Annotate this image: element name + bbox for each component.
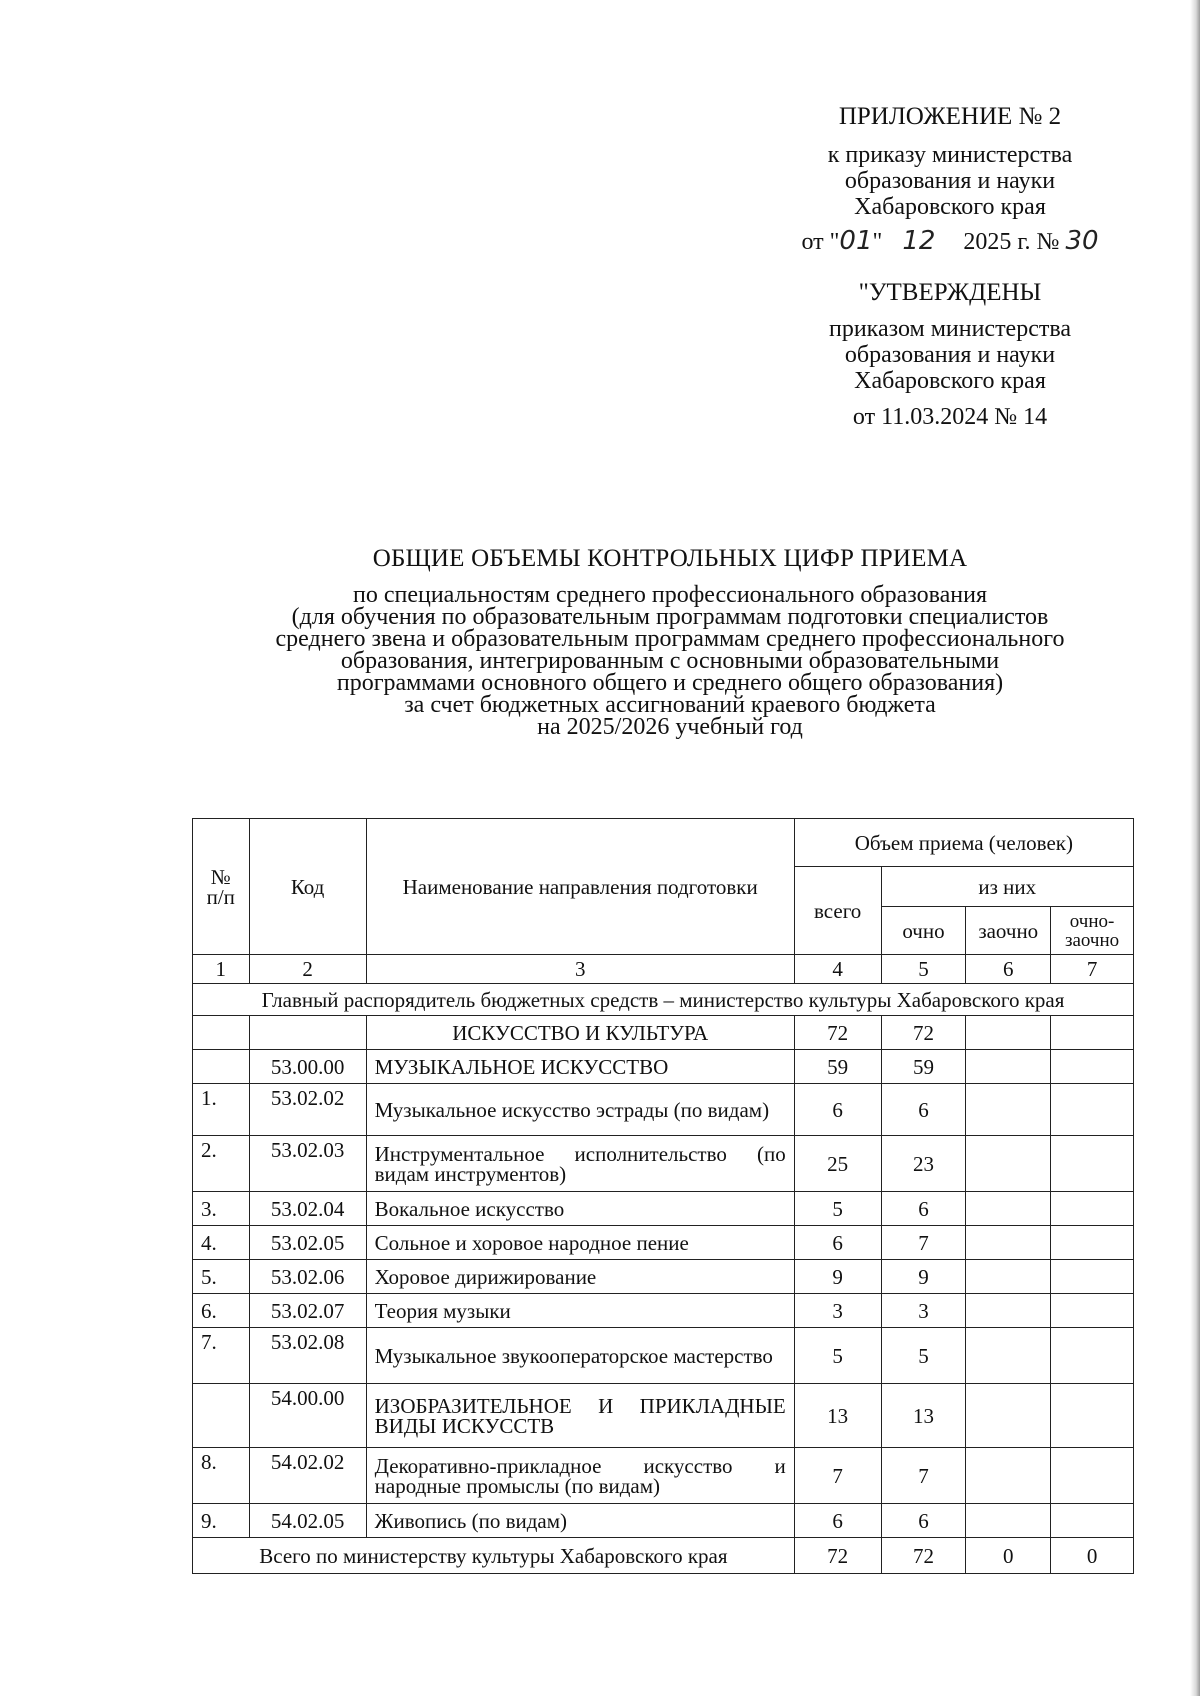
document-heading — [180, 545, 1160, 740]
table-row — [193, 1294, 1134, 1328]
row-total: 7 — [794, 1448, 881, 1504]
row-correspondence — [966, 1384, 1051, 1448]
row-total: 13 — [794, 1384, 881, 1448]
row-full-time: 6 — [881, 1084, 966, 1136]
row-correspondence — [966, 1226, 1051, 1260]
subtitle-line: по специальностям среднего профессионального образования — [352, 582, 987, 608]
row-full-time: 6 — [881, 1192, 966, 1226]
column-number: 6 — [966, 955, 1051, 984]
row-part-time — [1051, 1504, 1134, 1538]
row-code: 53.02.03 — [249, 1136, 366, 1192]
approved-line: образования и науки — [844, 342, 1056, 368]
total-correspondence: 0 — [966, 1538, 1051, 1574]
table-row — [193, 1328, 1134, 1384]
row-part-time — [1051, 1136, 1134, 1192]
table-row — [193, 1260, 1134, 1294]
row-part-time — [1051, 1294, 1134, 1328]
row-code — [249, 1016, 366, 1050]
header-code: Код — [249, 819, 366, 955]
row-number — [193, 1384, 250, 1448]
total-part-time: 0 — [1051, 1538, 1134, 1574]
row-correspondence — [966, 1192, 1051, 1226]
row-name: ИСКУССТВО И КУЛЬТУРА — [366, 1016, 794, 1050]
row-name: Теория музыки — [366, 1294, 794, 1328]
total-label: Всего по министерству культуры Хабаровского края — [193, 1538, 795, 1574]
row-total: 25 — [794, 1136, 881, 1192]
budget-manager-label: Главный распорядитель бюджетных средств – министерство культуры Хабаровского края — [193, 984, 1134, 1016]
table-row — [193, 1192, 1134, 1226]
handwritten-order-number: 30 — [1065, 226, 1099, 256]
row-total: 72 — [794, 1016, 881, 1050]
row-full-time: 7 — [881, 1448, 966, 1504]
subtitle-line: на 2025/2026 учебный год — [537, 714, 803, 740]
date-quote: " — [872, 229, 883, 255]
appendix-title: ПРИЛОЖЕНИЕ № 2 — [838, 103, 1062, 130]
row-part-time — [1051, 1226, 1134, 1260]
header-row — [193, 819, 1134, 867]
order-date-line — [780, 228, 1120, 258]
row-full-time: 23 — [881, 1136, 966, 1192]
row-number: 9. — [193, 1504, 250, 1538]
row-correspondence — [966, 1136, 1051, 1192]
table-row — [193, 1136, 1134, 1192]
row-correspondence — [966, 1448, 1051, 1504]
appendix-line: Хабаровского края — [854, 194, 1046, 220]
row-full-time: 7 — [881, 1226, 966, 1260]
column-number-row — [193, 955, 1134, 984]
date-year: 2025 г. № — [963, 229, 1060, 255]
appendix-block — [780, 104, 1120, 430]
row-number: 6. — [193, 1294, 250, 1328]
header-volume: Объем приема (человек) — [794, 819, 1133, 867]
row-total: 3 — [794, 1294, 881, 1328]
header-part-time: очно-заочно — [1051, 907, 1134, 955]
row-number: 1. — [193, 1084, 250, 1136]
row-name: Вокальное искусство — [366, 1192, 794, 1226]
row-part-time — [1051, 1384, 1134, 1448]
row-total: 59 — [794, 1050, 881, 1084]
row-full-time: 3 — [881, 1294, 966, 1328]
row-code: 53.02.07 — [249, 1294, 366, 1328]
row-full-time: 13 — [881, 1384, 966, 1448]
row-full-time: 5 — [881, 1328, 966, 1384]
row-correspondence — [966, 1016, 1051, 1050]
table-row — [193, 1084, 1134, 1136]
header-correspondence: заочно — [966, 907, 1051, 955]
table-row — [193, 1016, 1134, 1050]
total-full-time: 72 — [881, 1538, 966, 1574]
subtitle-line: за счет бюджетных ассигнований краевого бюджета — [404, 692, 936, 718]
scan-page-edge — [1190, 0, 1200, 1696]
row-part-time — [1051, 1016, 1134, 1050]
row-total: 5 — [794, 1328, 881, 1384]
row-part-time — [1051, 1050, 1134, 1084]
row-code: 54.02.05 — [249, 1504, 366, 1538]
row-total: 6 — [794, 1504, 881, 1538]
row-part-time — [1051, 1192, 1134, 1226]
row-number: 5. — [193, 1260, 250, 1294]
row-name: Живопись (по видам) — [366, 1504, 794, 1538]
row-code: 53.02.08 — [249, 1328, 366, 1384]
header-of-them: из них — [881, 867, 1133, 907]
row-code: 54.00.00 — [249, 1384, 366, 1448]
row-number — [193, 1050, 250, 1084]
row-number — [193, 1016, 250, 1050]
header-name: Наименование направления подготовки — [366, 819, 794, 955]
row-correspondence — [966, 1084, 1051, 1136]
row-part-time — [1051, 1084, 1134, 1136]
approved-date-line: от 11.03.2024 № 14 — [852, 404, 1048, 430]
column-number: 5 — [881, 955, 966, 984]
header-full-time: очно — [881, 907, 966, 955]
column-number: 7 — [1051, 955, 1134, 984]
subtitle-line: программами основного общего и среднего общего образования) — [336, 670, 1004, 696]
admission-quota-table — [192, 818, 1134, 1574]
appendix-line: образования и науки — [844, 168, 1056, 194]
row-full-time: 59 — [881, 1050, 966, 1084]
row-code: 53.00.00 — [249, 1050, 366, 1084]
table-row — [193, 1448, 1134, 1504]
total-row — [193, 1538, 1134, 1574]
table-row — [193, 1226, 1134, 1260]
row-name: ИЗОБРАЗИТЕЛЬНОЕ И ПРИКЛАДНЫЕ ВИДЫ ИСКУССТВ — [366, 1384, 794, 1448]
row-code: 53.02.04 — [249, 1192, 366, 1226]
row-number: 7. — [193, 1328, 250, 1384]
row-correspondence — [966, 1050, 1051, 1084]
column-number: 1 — [193, 955, 250, 984]
row-name: Инструментальное исполнительство (по видам инструментов) — [366, 1136, 794, 1192]
document-title: ОБЩИЕ ОБЪЕМЫ КОНТРОЛЬНЫХ ЦИФР ПРИЕМА — [372, 545, 968, 572]
row-code: 54.02.02 — [249, 1448, 366, 1504]
row-total: 6 — [794, 1226, 881, 1260]
header-total: всего — [794, 867, 881, 955]
approved-line: Хабаровского края — [854, 368, 1046, 394]
row-name: Музыкальное искусство эстрады (по видам) — [366, 1084, 794, 1136]
table-row — [193, 1050, 1134, 1084]
row-code: 53.02.05 — [249, 1226, 366, 1260]
row-number: 2. — [193, 1136, 250, 1192]
row-number: 4. — [193, 1226, 250, 1260]
row-correspondence — [966, 1328, 1051, 1384]
column-number: 4 — [794, 955, 881, 984]
row-name: Хоровое дирижирование — [366, 1260, 794, 1294]
date-prefix: от " — [801, 229, 840, 255]
table-row — [193, 1504, 1134, 1538]
row-correspondence — [966, 1504, 1051, 1538]
subtitle-line: образования, интегрированным с основными образовательными — [340, 648, 1000, 674]
row-part-time — [1051, 1260, 1134, 1294]
approved-line: приказом министерства — [828, 316, 1072, 342]
row-code: 53.02.02 — [249, 1084, 366, 1136]
row-full-time: 72 — [881, 1016, 966, 1050]
total-all: 72 — [794, 1538, 881, 1574]
row-name: Сольное и хоровое народное пение — [366, 1226, 794, 1260]
row-name: МУЗЫКАЛЬНОЕ ИСКУССТВО — [366, 1050, 794, 1084]
row-number: 8. — [193, 1448, 250, 1504]
column-number: 2 — [249, 955, 366, 984]
header-number: № п/п — [193, 819, 250, 955]
subtitle-line: (для обучения по образовательным программам подготовки специалистов — [291, 604, 1049, 630]
manager-row — [193, 984, 1134, 1016]
row-total: 5 — [794, 1192, 881, 1226]
handwritten-month: 12 — [902, 226, 936, 256]
row-full-time: 6 — [881, 1504, 966, 1538]
row-number: 3. — [193, 1192, 250, 1226]
subtitle-line: среднего звена и образовательным программам среднего профессионального — [275, 626, 1065, 652]
row-correspondence — [966, 1260, 1051, 1294]
row-part-time — [1051, 1448, 1134, 1504]
handwritten-day: 01 — [839, 226, 873, 256]
approved-block — [780, 280, 1120, 430]
row-name: Музыкальное звукооператорское мастерство — [366, 1328, 794, 1384]
appendix-line: к приказу министерства — [827, 142, 1073, 168]
row-total: 9 — [794, 1260, 881, 1294]
table-row — [193, 1384, 1134, 1448]
approved-title: "УТВЕРЖДЕНЫ — [858, 279, 1042, 306]
row-part-time — [1051, 1328, 1134, 1384]
row-correspondence — [966, 1294, 1051, 1328]
row-total: 6 — [794, 1084, 881, 1136]
row-code: 53.02.06 — [249, 1260, 366, 1294]
row-name: Декоративно-прикладное искусство и народные промыслы (по видам) — [366, 1448, 794, 1504]
column-number: 3 — [366, 955, 794, 984]
row-full-time: 9 — [881, 1260, 966, 1294]
